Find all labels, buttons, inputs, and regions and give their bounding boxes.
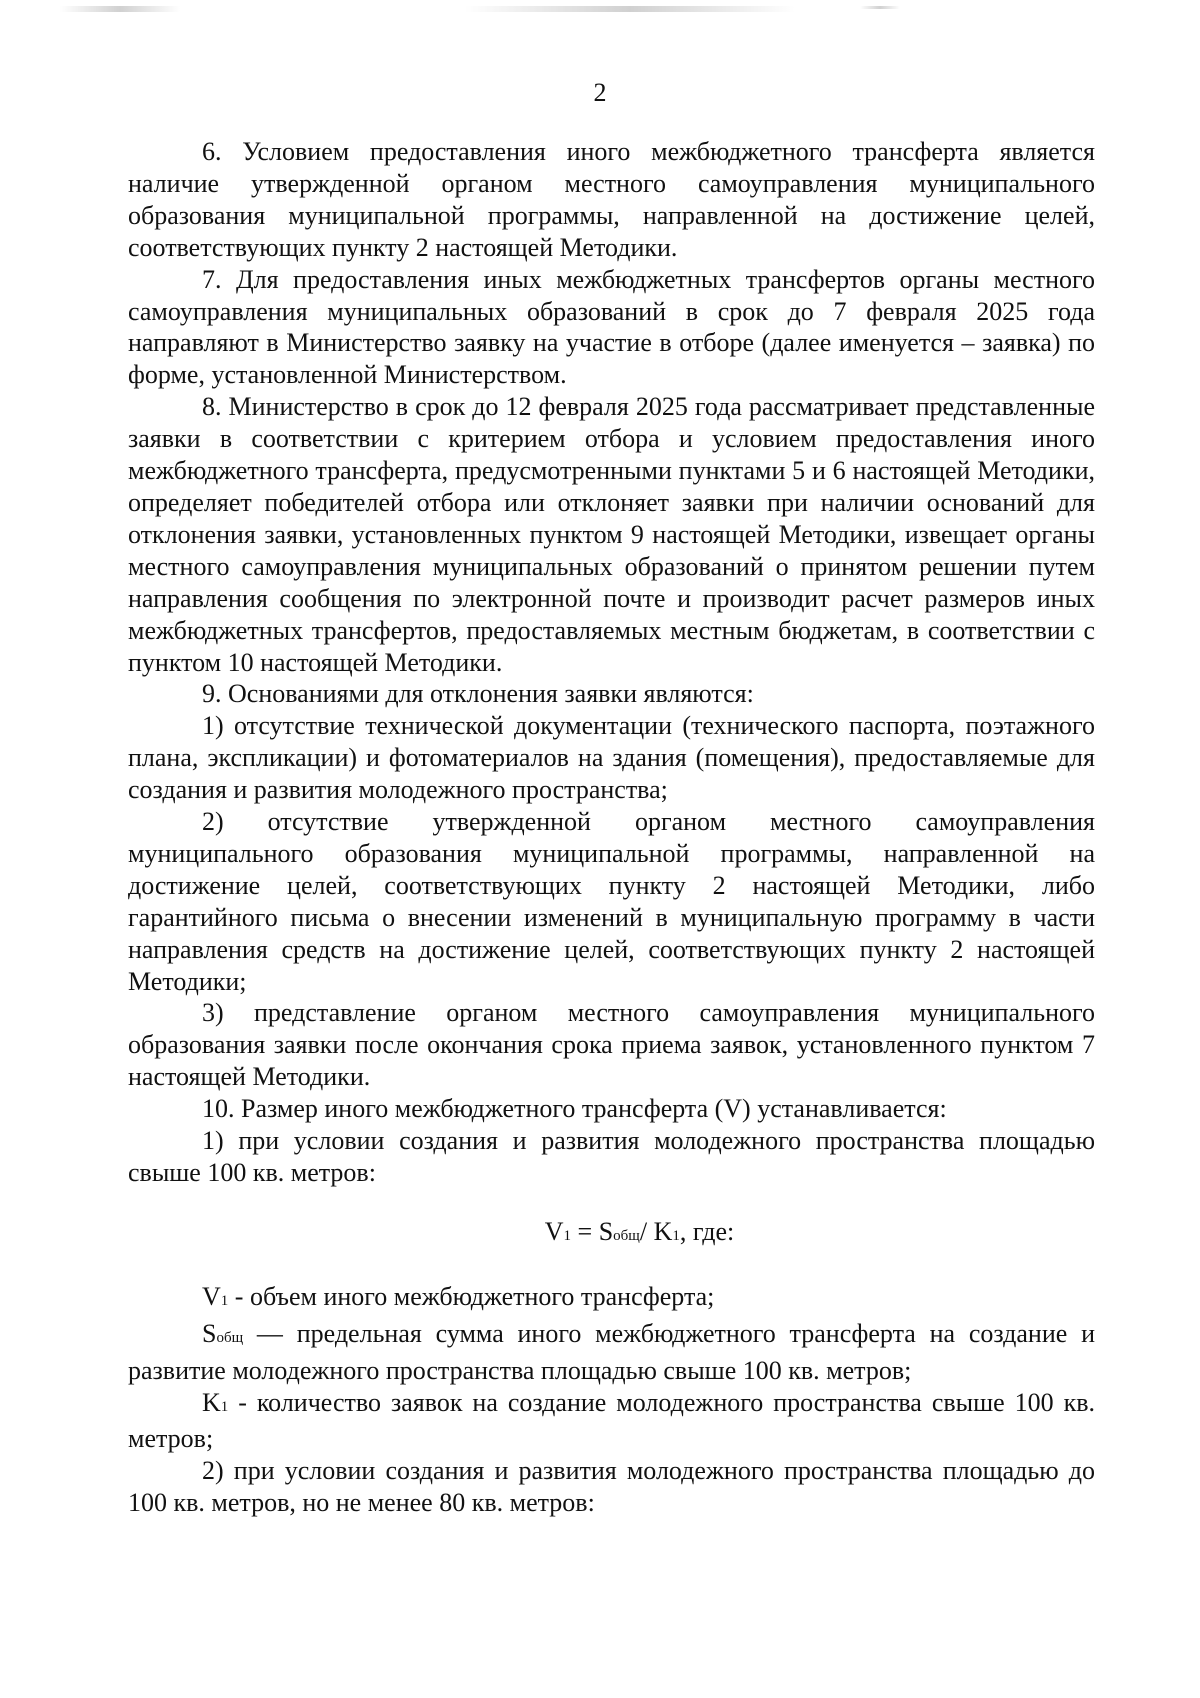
formula-v: V1 [544,1216,572,1246]
paragraph-9-item-1: 1) отсутствие технической документации (технического паспорта, поэтажного плана, экспликации) и фотоматериалов на здания (помещения), предоставляемые для создания и развития молодежного пространства; [128,711,1095,805]
formula-s-total: Sобщ [598,1216,640,1246]
paragraph-10-item-1: 1) при условии создания и развития молодежного пространства площадью свыше 100 кв. метров: [128,1126,1095,1187]
paragraph-8: 8. Министерство в срок до 12 февраля 2025 года рассматривает представленные заявки в соответствии с критерием отбора и условием предоставления иного межбюджетного трансферта, предусмотренными пунктами 5 и 6 настоящей Методики, определяет победителей отбора или отклоняет заявки при наличии оснований для отклонения заявки, установленных пунктом 9 настоящей Методики, извещает органы местного самоуправления муниципальных образований о принятом решении путем направления сообщения по электронной почте и производит расчет размеров иных межбюджетных трансфертов, предоставляемых местным бюджетам, в соответствии с пунктом 10 настоящей Методики. [128,392,1095,677]
definition-s-text: — предельная сумма иного межбюджетного трансферта на создание и развитие молодежного пространства площадью свыше 100 кв. метров; [128,1318,1095,1385]
definition-v1 [128,1281,1095,1318]
formula-tail: , где: [679,1216,735,1246]
definition-k1 [128,1387,1095,1456]
paragraph-10: 10. Размер иного межбюджетного трансферта (V) устанавливается: [202,1094,947,1124]
document-body [128,136,1095,1519]
scan-artifact [465,6,795,12]
formula-slash: / [639,1216,654,1246]
paragraph-7: 7. Для предоставления иных межбюджетных трансфертов органы местного самоуправления муниципальных образований в срок до 7 февраля 2025 года направляют в Министерство заявку на участие в отборе (далее именуется – заявка) по форме, установленной Министерством. [128,264,1095,390]
paragraph-9: 9. Основаниями для отклонения заявки являются: [202,679,754,709]
scan-artifact [60,6,180,12]
definition-s-total [128,1318,1095,1387]
definition-v1-text: - объем иного межбюджетного трансферта; [228,1281,715,1311]
definition-s-symbol: Sобщ [202,1318,244,1348]
definition-k1-symbol: K1 [202,1387,229,1417]
page-number: 2 [593,78,607,107]
formula-k: K1 [653,1216,680,1246]
paragraph-9-item-3: 3) представление органом местного самоуправления муниципального образования заявки после окончания срока приема заявок, установленного пунктом 7 настоящей Методики. [128,998,1095,1092]
scan-artifact [860,6,900,9]
paragraph-10-item-2: 2) при условии создания и развития молодежного пространства площадью до 100 кв. метров, но не менее 80 кв. метров: [128,1456,1095,1518]
paragraph-9-item-2: 2) отсутствие утвержденной органом местного самоуправления муниципального образования муниципальной программы, направленной на достижение целей, соответствующих пункту 2 настоящей Методики, либо гарантийного письма о внесении изменений в муниципальную программу в части направления средств на достижение целей, соответствующих пункту 2 настоящей Методики; [128,807,1095,996]
formula-equals: = [571,1216,599,1246]
paragraph-6: 6. Условием предоставления иного межбюджетного трансферта является наличие утвержденной органом местного самоуправления муниципального образования муниципальной программы, направленной на достижение целей, соответствующих пункту 2 настоящей Методики. [128,137,1095,262]
definition-v1-symbol: V1 [202,1281,229,1311]
definition-k1-text: - количество заявок на создание молодежного пространства свыше 100 кв. метров; [128,1387,1095,1454]
formula-v1 [128,1216,1095,1253]
